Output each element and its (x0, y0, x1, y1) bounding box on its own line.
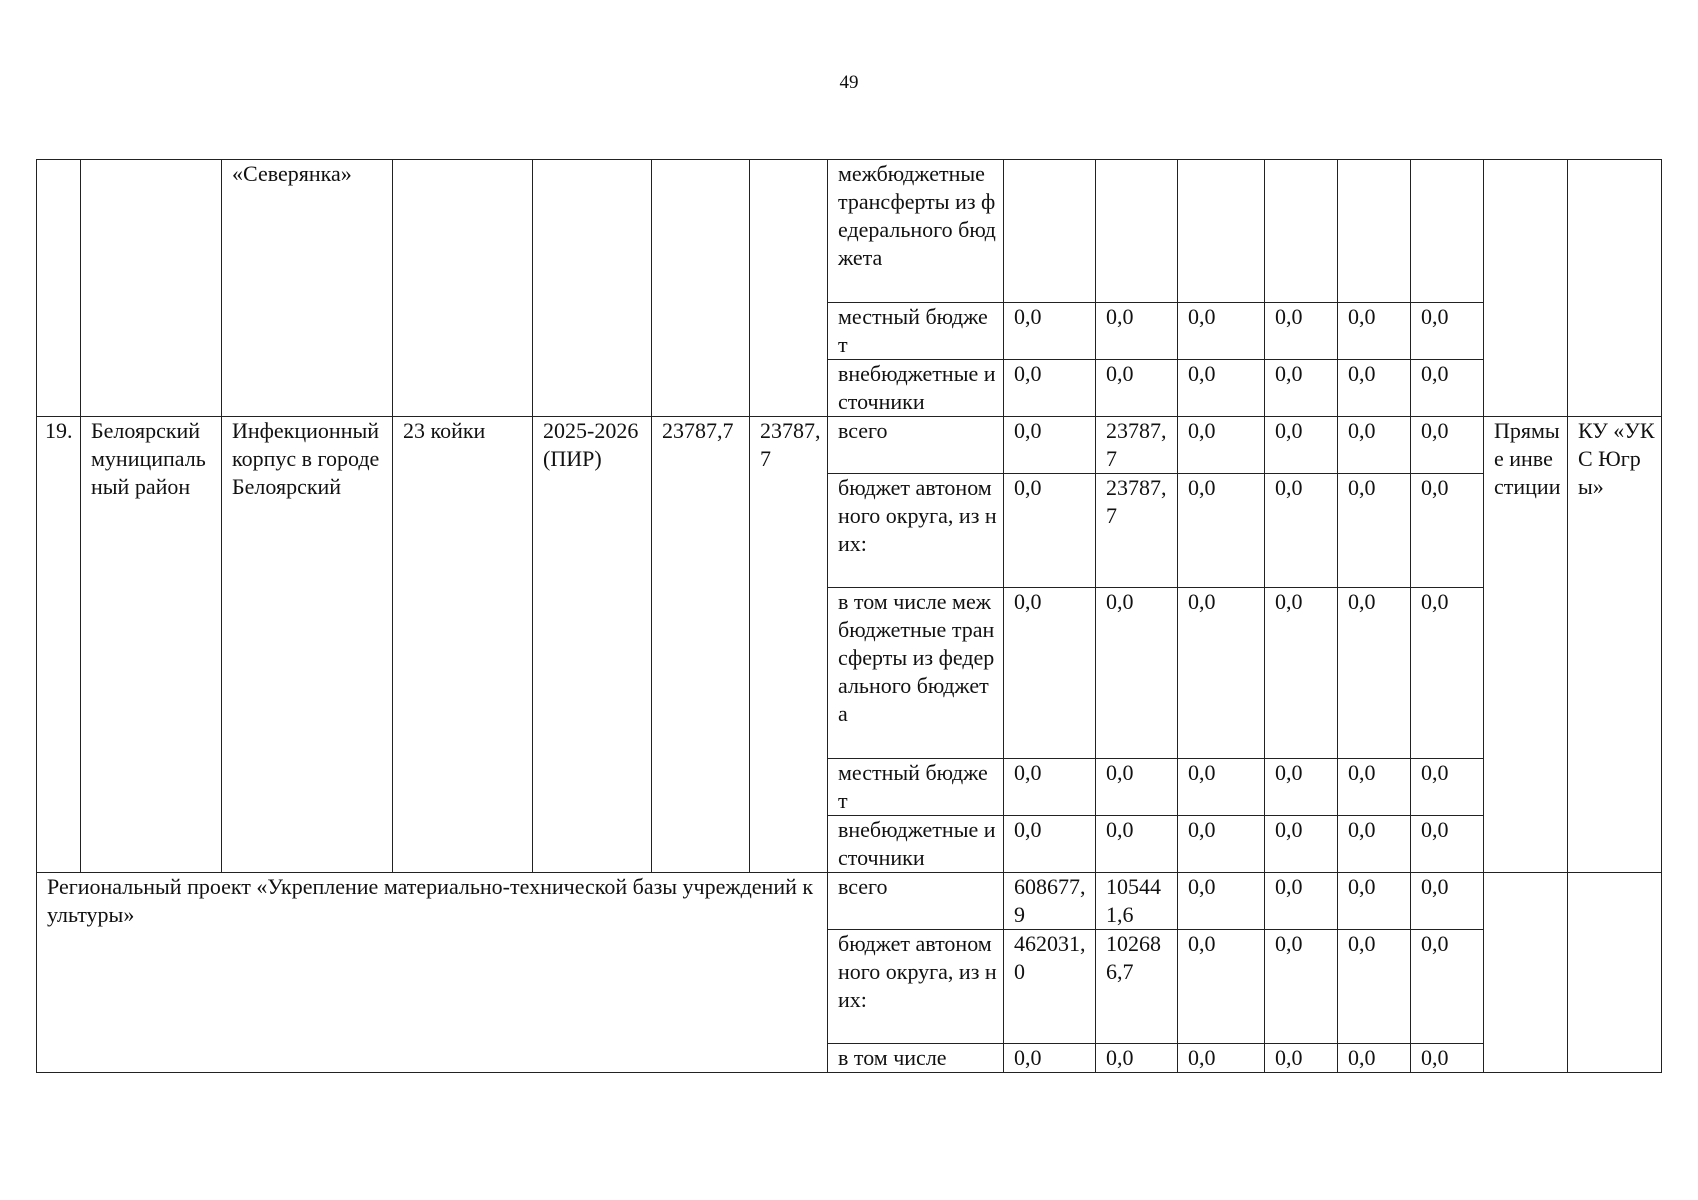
cell-value: 0,0 (1338, 873, 1411, 930)
cell-capacity (393, 160, 533, 417)
cell-value: 0,0 (1338, 930, 1411, 1044)
cell-source: внебюджетные источники (828, 360, 1004, 417)
cell-value: 0,0 (1411, 759, 1484, 816)
cell-value: 0,0 (1265, 873, 1338, 930)
cell-source: местный бюджет (828, 759, 1004, 816)
cell-value: 0,0 (1411, 303, 1484, 360)
cell-value: 0,0 (1338, 303, 1411, 360)
cell-value: 0,0 (1096, 360, 1178, 417)
cell-num (37, 160, 81, 417)
cell-value: 0,0 (1004, 417, 1096, 474)
cell-value: 0,0 (1178, 816, 1265, 873)
cell-value: 0,0 (1265, 1044, 1338, 1073)
cell-value: 0,0 (1178, 1044, 1265, 1073)
cell-value: 0,0 (1178, 759, 1265, 816)
cell-value: 102686,7 (1096, 930, 1178, 1044)
cell-value: 0,0 (1411, 360, 1484, 417)
cell-value: 0,0 (1411, 930, 1484, 1044)
cell-value (1178, 160, 1265, 303)
cell-value: 0,0 (1178, 588, 1265, 759)
cell-value: 0,0 (1411, 588, 1484, 759)
cell-source: всего (828, 873, 1004, 930)
cell-value: 0,0 (1338, 417, 1411, 474)
regional-project-title: Региональный проект «Укрепление материально-технической базы учреждений культуры» (37, 873, 828, 1073)
cell-value (1096, 160, 1178, 303)
cell-value: 0,0 (1004, 816, 1096, 873)
cell-value: 0,0 (1178, 303, 1265, 360)
cell-value: 23787,7 (1096, 474, 1178, 588)
table-row (37, 417, 1662, 474)
cell-cost (652, 160, 750, 417)
cell-value: 0,0 (1004, 588, 1096, 759)
cell-value (1411, 160, 1484, 303)
cell-value: 0,0 (1004, 360, 1096, 417)
cell-value: 0,0 (1411, 873, 1484, 930)
cell-source: всего (828, 417, 1004, 474)
cell-value: 0,0 (1096, 816, 1178, 873)
investment-table (36, 159, 1662, 1073)
cell-value: 0,0 (1265, 588, 1338, 759)
cell-remaining (750, 160, 828, 417)
cell-value: 0,0 (1096, 759, 1178, 816)
cell-value: 0,0 (1411, 1044, 1484, 1073)
cell-value: 23787,7 (1096, 417, 1178, 474)
cell-value: 0,0 (1004, 303, 1096, 360)
cell-value: 0,0 (1338, 1044, 1411, 1073)
cell-value: 0,0 (1178, 417, 1265, 474)
cell-period (533, 160, 652, 417)
page-number: 49 (839, 72, 859, 93)
cell-source: местный бюджет (828, 303, 1004, 360)
cell-source: бюджет автономного округа, из них: (828, 474, 1004, 588)
cell-invest-type (1484, 160, 1568, 417)
cell-value (1265, 160, 1338, 303)
cell-value: 0,0 (1178, 360, 1265, 417)
cell-object-name: «Северянка» (222, 160, 393, 417)
cell-source: бюджет автономного округа, из них: (828, 930, 1004, 1044)
cell-value: 0,0 (1265, 759, 1338, 816)
cell-value: 0,0 (1178, 474, 1265, 588)
cell-cost: 23787,7 (652, 417, 750, 873)
cell-value: 608677,9 (1004, 873, 1096, 930)
cell-object-name: Инфекционный корпус в городе Белоярский (222, 417, 393, 873)
cell-source: внебюджетные источники (828, 816, 1004, 873)
table-row (37, 873, 1662, 930)
cell-invest-type (1484, 873, 1568, 1073)
cell-value: 0,0 (1265, 816, 1338, 873)
cell-source: в том числе (828, 1044, 1004, 1073)
cell-municipality: Белоярский муниципальный район (81, 417, 222, 873)
cell-value: 0,0 (1338, 360, 1411, 417)
cell-value: 105441,6 (1096, 873, 1178, 930)
cell-value: 0,0 (1178, 873, 1265, 930)
cell-value: 0,0 (1265, 474, 1338, 588)
cell-value: 0,0 (1265, 930, 1338, 1044)
cell-value: 0,0 (1338, 816, 1411, 873)
cell-value: 0,0 (1411, 816, 1484, 873)
cell-customer (1568, 873, 1662, 1073)
cell-num: 19. (37, 417, 81, 873)
cell-value: 0,0 (1411, 417, 1484, 474)
cell-source: межбюджетные трансферты из федерального бюджета (828, 160, 1004, 303)
cell-value: 0,0 (1004, 759, 1096, 816)
cell-invest-type: Прямые инвестиции (1484, 417, 1568, 873)
cell-value: 0,0 (1265, 303, 1338, 360)
cell-value: 0,0 (1096, 303, 1178, 360)
cell-value (1004, 160, 1096, 303)
cell-value: 0,0 (1338, 474, 1411, 588)
cell-value: 0,0 (1096, 588, 1178, 759)
cell-period: 2025-2026 (ПИР) (533, 417, 652, 873)
cell-value: 0,0 (1096, 1044, 1178, 1073)
cell-municipality (81, 160, 222, 417)
cell-value: 462031,0 (1004, 930, 1096, 1044)
cell-remaining: 23787,7 (750, 417, 828, 873)
cell-value: 0,0 (1004, 1044, 1096, 1073)
cell-capacity: 23 койки (393, 417, 533, 873)
cell-value: 0,0 (1265, 360, 1338, 417)
cell-value: 0,0 (1338, 588, 1411, 759)
cell-customer (1568, 160, 1662, 417)
cell-value (1338, 160, 1411, 303)
cell-value: 0,0 (1338, 759, 1411, 816)
cell-value: 0,0 (1178, 930, 1265, 1044)
cell-customer: КУ «УКС Югры» (1568, 417, 1662, 873)
table-row (37, 160, 1662, 303)
cell-value: 0,0 (1004, 474, 1096, 588)
cell-source: в том числе межбюджетные трансферты из федерального бюджета (828, 588, 1004, 759)
cell-value: 0,0 (1411, 474, 1484, 588)
cell-value: 0,0 (1265, 417, 1338, 474)
